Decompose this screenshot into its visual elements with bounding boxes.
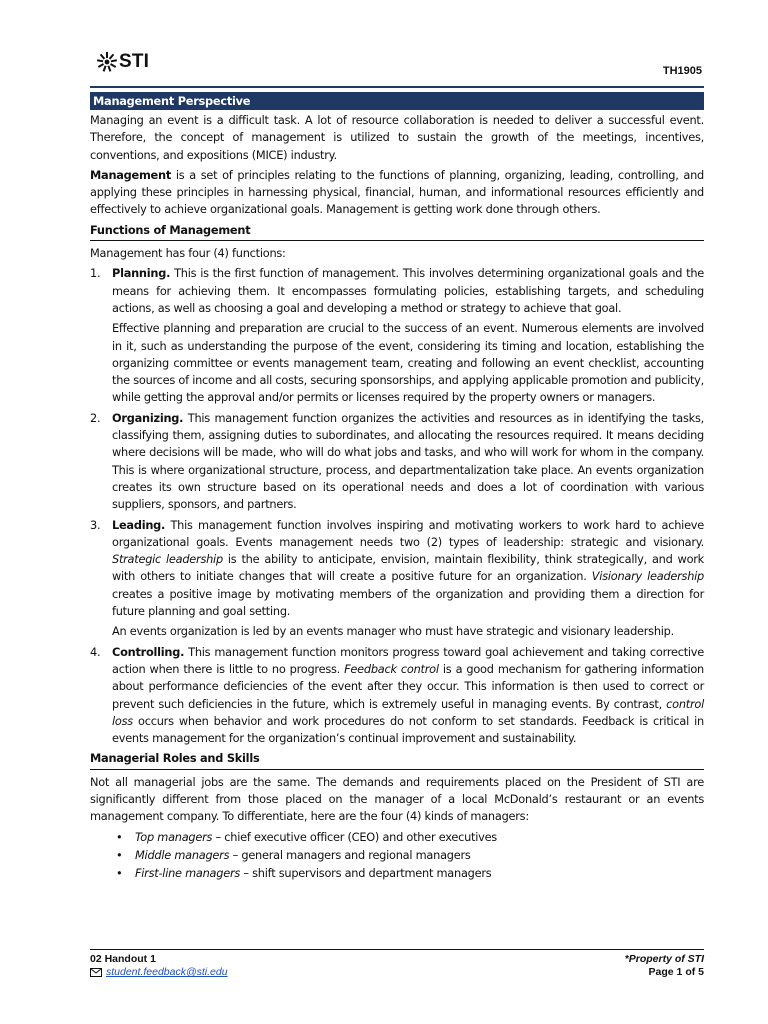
italic-term: Strategic leadership (112, 552, 223, 567)
functions-heading: Functions of Management (90, 222, 704, 241)
footer-right (625, 953, 704, 979)
feedback-email-link[interactable]: student.feedback@sti.edu (106, 966, 228, 978)
manager-desc: – general managers and regional managers (229, 847, 471, 862)
italic-term: Feedback control (344, 661, 439, 676)
function-text: Leading. This management function involves inspiring and motivating workers to work hard to achieve organizational goals. Events management needs two (2) types of leadership: strategic and visionary. Strategic leadership is the ability to anticipate, envision, maintain flexibility, think strategically, and work with others to initiate changes that will create a positive future for an organization. Visionary leadership creates a positive image by motivating members of the organization and providing them a direction for future planning and goal setting. (112, 517, 705, 619)
manager-term: First-line managers (135, 866, 241, 881)
managers-list (90, 829, 704, 883)
function-term: Planning. (112, 266, 171, 281)
manager-desc: – chief executive officer (CEO) and other executives (212, 829, 497, 844)
function-text: Planning. This is the first function of management. This involves determining organizational goals and the means for achieving them. It encompasses formulating policies, establishing targets, and scheduling actions, as well as choosing a goal and developing a method or strategy to achieve that goal. (112, 266, 704, 315)
definition-text: is a set of principles relating to the functions of planning, organizing, leading, controlling, and applying these principles in harnessing physical, financial, human, and informational resources efficiently and effectively to achieve organizational goals. Management is getting work done through others. (90, 167, 704, 217)
list-number: 3. (90, 517, 101, 532)
logo-text: STI (119, 51, 150, 72)
bullet: • (116, 847, 123, 862)
function-item-controlling (90, 644, 704, 748)
intro-paragraph: Managing an event is a difficult task. A lot of resource collaboration is needed to deliver a successful event. Therefore, the concept of management is utilized to sustain the growth of the meetings, incentives, conventions, and expositions (MICE) industry. (90, 113, 704, 162)
roles-intro: Not all managerial jobs are the same. The demands and requirements placed on the President of STI are significantly different from those placed on the manager of a local McDonald’s restaurant or an events management company. To differentiate, here are the four (4) kinds of managers: (90, 774, 704, 824)
bullet: • (116, 866, 123, 881)
handout-body (90, 92, 704, 883)
list-item (90, 829, 704, 846)
functions-list (90, 265, 704, 747)
sti-logo-icon (96, 51, 118, 73)
function-term: Leading. (112, 517, 166, 532)
italic-term: Visionary leadership (591, 569, 705, 584)
manager-term: Middle managers (135, 847, 230, 862)
definition-term: Management (90, 167, 171, 182)
property-notice: *Property of STI (624, 953, 704, 965)
sti-logo (96, 50, 149, 74)
mail-icon (90, 968, 102, 977)
list-number: 2. (90, 410, 101, 425)
list-number: 4. (90, 644, 101, 659)
handout-label: 02 Handout 1 (90, 953, 156, 965)
function-item-organizing (90, 410, 704, 514)
function-extra: Effective planning and preparation are crucial to the success of an event. Numerous elements are involved in it, such as understanding the purpose of the event, considering its timing and location, establishing the organizing committee or events management team, creating and following an event checklist, accounting the sources of income and all costs, securing sponsorships, and applying applicable promotion and publicity, while getting the approval and/or permits or licenses required by the property owners or managers. (112, 321, 704, 405)
function-text: Controlling. This management function monitors progress toward goal achievement and taking corrective action when there is little to no progress. Feedback control is a good mechanism for gathering information about performance deficiencies of the event after they occur. This information is then used to correct or prevent such deficiencies in the future, which is extremely useful in managing events. By contrast, control loss occurs when behavior and work procedures do not conform to set standards. Feedback is critical in events management for the organization’s continual improvement and sustainability. (112, 644, 704, 746)
function-term: Controlling. (112, 644, 185, 659)
function-extra: An events organization is led by an events manager who must have strategic and visionary leadership. (112, 624, 674, 639)
italic-term: control loss (112, 696, 704, 728)
definition-paragraph (90, 167, 704, 219)
page-header (90, 50, 704, 88)
list-item (90, 847, 704, 864)
manager-desc: – shift supervisors and department managers (240, 866, 492, 881)
function-item-planning (90, 265, 704, 406)
function-term: Organizing. (112, 410, 184, 425)
functions-intro: Management has four (4) functions: (90, 246, 286, 261)
function-text: Organizing. This management function organizes the activities and resources as in identifying the tasks, classifying them, assigning duties to subordinates, and allocating the resources required. It means deciding where decisions will be made, who will do what jobs and tasks, and who will work for whom in the company. This is where organizational structure, process, and departmentalization take place. An events organization creates its own structure based on its operational needs and does a lot of coordination with various suppliers, sponsors, and partners. (112, 410, 704, 512)
email-row (90, 966, 228, 979)
bullet: • (116, 829, 123, 844)
roles-heading: Managerial Roles and Skills (90, 750, 704, 769)
page-footer (90, 949, 704, 978)
list-item (90, 865, 704, 882)
manager-term: Top managers (135, 829, 213, 844)
page-number: Page 1 of 5 (648, 966, 704, 978)
document-code: TH1905 (662, 65, 702, 77)
function-item-leading (90, 517, 704, 641)
section-title-bar: Management Perspective (90, 92, 704, 110)
footer-left (90, 953, 228, 979)
list-number: 1. (90, 266, 101, 281)
